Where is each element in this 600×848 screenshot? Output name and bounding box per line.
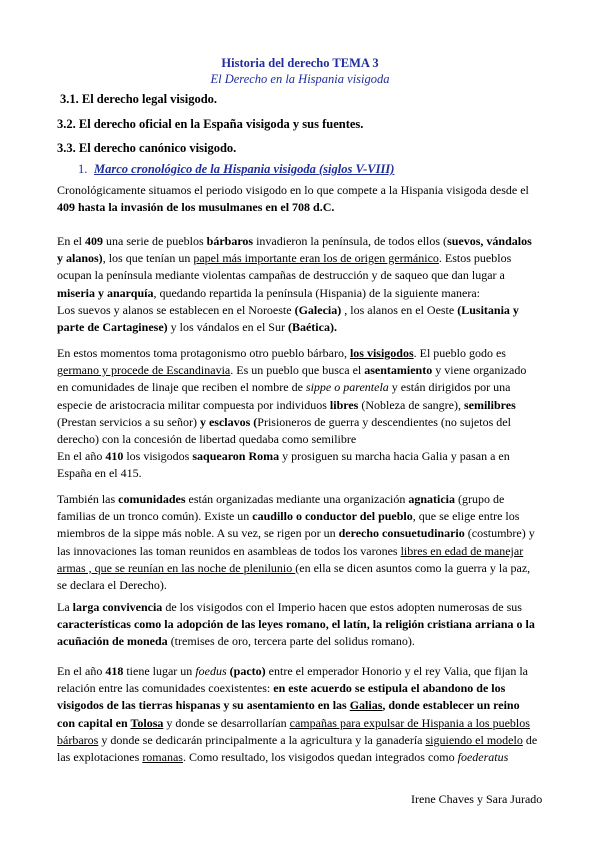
text-run: bárbaros (57, 732, 99, 747)
text-run: (Galecia) (294, 302, 342, 317)
text-run: asentamiento (364, 363, 433, 378)
text-run: , que se elige entre los (412, 509, 520, 524)
paragraph-line (57, 465, 541, 482)
text-run: y están dirigidos por una (388, 380, 511, 395)
text-run: , donde establecer un reino (382, 698, 520, 713)
text-run: libres (329, 397, 359, 412)
text-run: En el año (57, 664, 106, 678)
text-run: La (57, 600, 73, 614)
text-run: ocupan la península mediante violentas campañas de destrucción y de saqueo que dan lugar a (57, 268, 505, 283)
text-run: (pacto) (229, 664, 266, 678)
text-run: tiene lugar un (123, 664, 196, 678)
text-run: germano y procede de Escandinavia (57, 363, 231, 378)
text-run: entre el emperador Honorio y el rey Valia, que fijan la (265, 664, 528, 678)
text-run: Prisioneros de guerra y descendientes (no sujetos del (257, 414, 511, 429)
text-run: (en ella se dicen asuntos como la guerra y la paz, (295, 560, 531, 575)
text-run: papel más importante eran los de origen germánico (193, 251, 439, 266)
paragraph-line (57, 448, 541, 465)
text-run: romanas (142, 750, 183, 765)
text-run: las explotaciones (57, 750, 143, 765)
paragraph-line (57, 732, 541, 749)
paragraph-line (57, 362, 541, 379)
text-run: , quedando repartida la península (Hispania) de la siguiente manera: (153, 285, 480, 300)
heading-number: 1. (78, 162, 88, 176)
section-3-2: 3.2. El derecho oficial en la España visigoda y sus fuentes. (57, 117, 364, 131)
text-run: comunidades (118, 492, 186, 506)
text-run: visigodos de las tierras hispanas y su asentamiento en las (57, 698, 350, 713)
text-run: con capital en (57, 715, 131, 730)
text-run: y prosiguen su marcha hacia Galia y pasan a en (279, 449, 510, 464)
paragraph-convivencia (57, 599, 541, 651)
text-run: armas , que se reunían en las noche de plenilunio (57, 560, 296, 575)
text-run: España en el 415. (57, 466, 142, 481)
text-run: (grupo de (455, 492, 505, 506)
text-run: las innovaciones las toman reunidos en asambleas de todos los varones (57, 543, 401, 558)
text-run: foedus (195, 664, 227, 678)
text-run: familias de un tronco común). Existe un (57, 509, 253, 524)
text-run: invadieron la península, de todos ellos ( (253, 234, 448, 248)
text-run: y donde se dedicarán principalmente a la agricultura y la ganadería (98, 732, 426, 747)
text-run: parte de Cartaginese) (57, 320, 168, 335)
text-run: los visigodos (123, 449, 193, 464)
text-run: larga convivencia (72, 600, 163, 614)
paragraph-line (57, 543, 541, 560)
paragraph-line (57, 285, 541, 302)
text-run: saquearon Roma (192, 449, 280, 464)
text-run: características como la adopción de las leyes romano, el latín, la religión cristiana arriana o la (57, 617, 535, 632)
paragraph-line (57, 599, 541, 616)
paragraph-line (57, 663, 541, 680)
paragraph-line (57, 715, 541, 732)
text-run: (Lusitania y (457, 302, 519, 317)
paragraph-line (57, 697, 541, 714)
text-run: Cronológicamente situamos el periodo visigodo en lo que compete a la Hispania visigoda desde el (57, 183, 529, 197)
paragraph-line (57, 680, 541, 697)
paragraph-line (57, 525, 541, 542)
paragraph-line (57, 199, 541, 216)
paragraph-intro (57, 182, 541, 216)
text-run: 409 hasta la invasión de los musulmanes en el 708 d.C. (57, 200, 335, 215)
text-run: (Prestan servicios a su señor) (57, 414, 200, 429)
text-run: miembros de la sippe más noble. A su vez, se rigen por un (57, 526, 339, 541)
paragraph-line (57, 182, 541, 199)
text-run: especie de aristocracia militar compuesta por individuos (57, 397, 330, 412)
paragraph-line (57, 431, 541, 448)
text-run: En el año (57, 449, 106, 464)
text-run: semilibres (463, 397, 516, 412)
text-run: en este acuerdo se estipula el abandono de los (273, 681, 506, 696)
paragraph-line (57, 397, 541, 414)
text-run: de los visigodos con el Imperio hacen que estos adopten numerosas de sus (162, 600, 522, 614)
text-run: agnaticia (408, 492, 455, 506)
text-run: y alanos) (57, 251, 103, 266)
text-run: sippe o parentela (305, 380, 389, 395)
text-run: libres en edad de manejar (400, 543, 524, 558)
text-run: y esclavos ( (199, 414, 258, 429)
paragraph-line (57, 302, 541, 319)
text-run: (tremises de oro, tercera parte del solidus romano). (167, 634, 415, 649)
text-run: , los que tenían un (102, 251, 194, 266)
text-run: Tolosa (130, 715, 164, 730)
text-run: . El pueblo godo es (413, 346, 506, 360)
text-run: , los alanos en el Oeste (341, 302, 458, 317)
text-run: (costumbre) y (464, 526, 535, 541)
text-run: y los vándalos en el Sur (167, 320, 288, 335)
text-run: miseria y anarquía (57, 285, 154, 300)
paragraph-line (57, 749, 541, 766)
paragraph-line (57, 233, 541, 250)
text-run: . Como resultado, los visigodos quedan integrados como (182, 750, 458, 765)
text-run: acuñación de moneda (57, 634, 168, 649)
text-run: de (522, 732, 538, 747)
text-run: También las (57, 492, 119, 506)
paragraph-line (57, 379, 541, 396)
text-run: (Nobleza de sangre), (358, 397, 464, 412)
text-run: siguiendo el modelo (425, 732, 523, 747)
document-footer: Irene Chaves y Sara Jurado (411, 792, 543, 806)
paragraph-line (57, 560, 541, 577)
paragraph-comunidades (57, 491, 541, 594)
text-run: (Baética). (287, 320, 337, 335)
text-run: en comunidades de linaje que reciben el nombre de (57, 380, 306, 395)
chapter-heading[interactable] (78, 162, 394, 177)
text-run: foederatus (457, 750, 509, 765)
text-run: Galias (349, 698, 383, 713)
text-run: una serie de pueblos (103, 234, 207, 248)
text-run: En estos momentos toma protagonismo otro pueblo bárbaro, (57, 346, 350, 360)
text-run: En el (57, 234, 85, 248)
text-run: están organizadas mediante una organización (185, 492, 409, 506)
heading-text: Marco cronológico de la Hispania visigoda (siglos V-VIII) (94, 162, 395, 176)
section-3-3: 3.3. El derecho canónico visigodo. (57, 141, 237, 155)
text-run: suevos, vándalos (447, 234, 532, 248)
text-run: campañas para expulsar de Hispania a los pueblos (289, 715, 530, 730)
text-run: y donde se desarrollarían (163, 715, 290, 730)
paragraph-line (57, 319, 541, 336)
paragraph-invasion (57, 233, 541, 336)
paragraph-line (57, 250, 541, 267)
paragraph-line (57, 633, 541, 650)
text-run: los visigodos (349, 346, 414, 360)
text-run: 409 (85, 234, 103, 248)
text-run: Los suevos y alanos se establecen en el Noroeste (57, 302, 295, 317)
document-subtitle: El Derecho en la Hispania visigoda (210, 72, 390, 86)
paragraph-visigodos (57, 345, 541, 483)
paragraph-line (57, 414, 541, 431)
text-run: . Es un pueblo que busca el (230, 363, 365, 378)
text-run: derecho) con la concesión de libertad quedaba como semilibre (57, 432, 357, 447)
paragraph-foedus (57, 663, 541, 766)
paragraph-line (57, 345, 541, 362)
document-title: Historia del derecho TEMA 3 (221, 56, 379, 70)
paragraph-line (57, 491, 541, 508)
text-run: caudillo o conductor del pueblo (252, 509, 413, 524)
paragraph-line (57, 577, 541, 594)
text-run: y viene organizado (432, 363, 527, 378)
paragraph-line (57, 508, 541, 525)
text-run: 410 (105, 449, 124, 464)
text-run: derecho consuetudinario (338, 526, 465, 541)
text-run: relación entre las comunidades coexistentes: (57, 681, 274, 696)
text-run: se declara el Derecho). (57, 578, 167, 593)
text-run: . Estos pueblos (438, 251, 512, 266)
paragraph-line (57, 616, 541, 633)
section-3-1: 3.1. El derecho legal visigodo. (60, 92, 218, 106)
text-run: 418 (105, 664, 124, 678)
text-run: bárbaros (206, 234, 254, 248)
paragraph-line (57, 267, 541, 284)
